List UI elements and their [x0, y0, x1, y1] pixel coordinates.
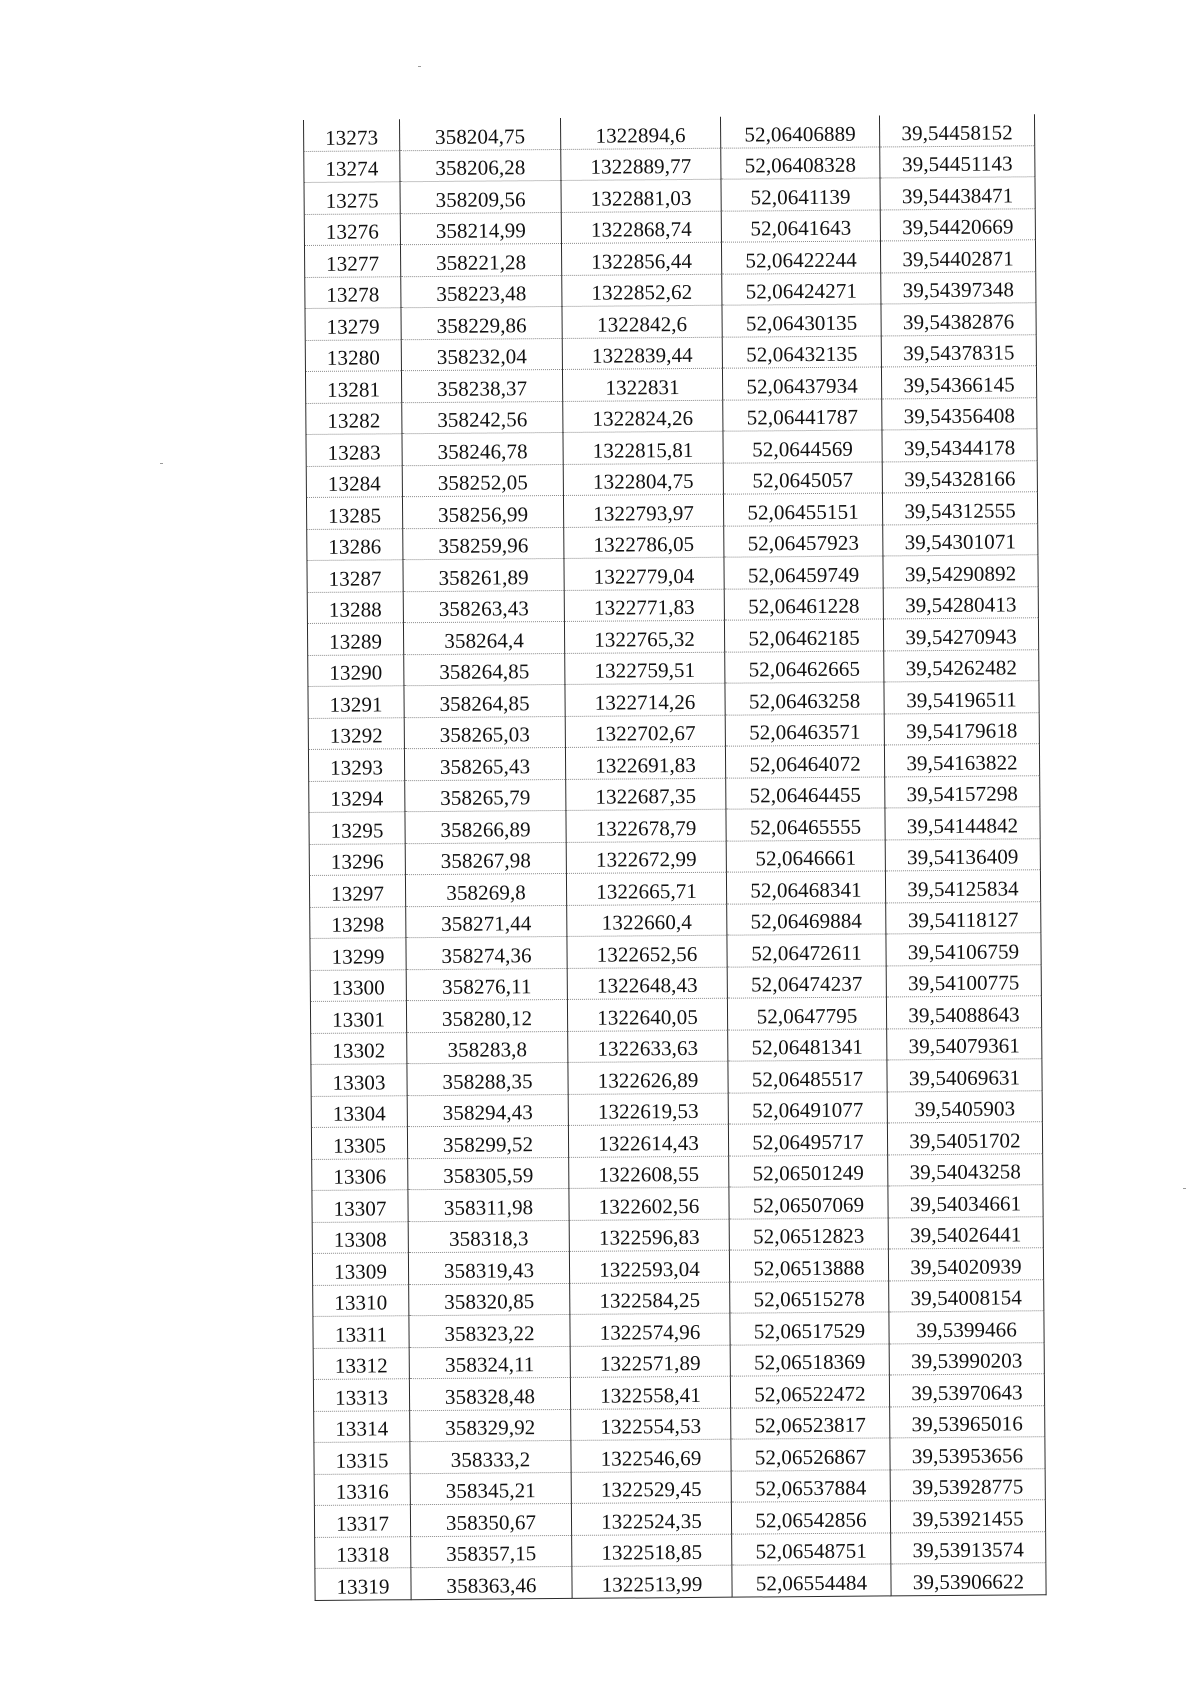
table-row: [312, 1153, 1043, 1190]
table-row: [312, 1248, 1043, 1285]
y-coordinate-cell: 1322868,74: [561, 211, 721, 244]
table-row: [313, 1342, 1044, 1379]
table-row: [310, 996, 1041, 1033]
longitude-cell: 39,54344178: [882, 429, 1037, 462]
point-number-cell: 13293: [308, 749, 404, 781]
x-coordinate-cell: 358267,98: [405, 842, 566, 875]
y-coordinate-cell: 1322665,71: [566, 872, 726, 905]
y-coordinate-cell: 1322678,79: [566, 809, 726, 842]
y-coordinate-cell: 1322852,62: [562, 274, 722, 307]
latitude-cell: 52,0641139: [721, 178, 880, 211]
longitude-cell: 39,54020939: [888, 1248, 1043, 1281]
table-row: [305, 366, 1036, 403]
x-coordinate-cell: 358294,43: [407, 1094, 568, 1127]
point-number-cell: 13300: [310, 969, 406, 1001]
y-coordinate-cell: 1322842,6: [562, 305, 722, 338]
x-coordinate-cell: 358323,22: [409, 1314, 570, 1347]
x-coordinate-cell: 358266,89: [405, 810, 566, 843]
longitude-cell: 39,53928775: [890, 1468, 1045, 1501]
table-row: [307, 523, 1038, 560]
longitude-cell: 39,54026441: [888, 1216, 1043, 1249]
y-coordinate-cell: 1322602,56: [569, 1187, 729, 1220]
point-number-cell: 13276: [304, 213, 400, 245]
y-coordinate-cell: 1322889,77: [561, 148, 721, 181]
y-coordinate-cell: 1322584,25: [570, 1282, 730, 1315]
longitude-cell: 39,54069631: [887, 1059, 1042, 1092]
y-coordinate-cell: 1322691,83: [565, 746, 725, 779]
longitude-cell: 39,53906622: [891, 1563, 1046, 1596]
x-coordinate-cell: 358264,85: [404, 653, 565, 686]
y-coordinate-cell: 1322839,44: [562, 337, 722, 370]
x-coordinate-cell: 358288,35: [407, 1062, 568, 1095]
point-number-cell: 13303: [311, 1064, 407, 1096]
point-number-cell: 13282: [306, 402, 402, 434]
longitude-cell: 39,54270943: [883, 618, 1038, 651]
y-coordinate-cell: 1322815,81: [563, 431, 723, 464]
latitude-cell: 52,06406889: [720, 115, 879, 147]
y-coordinate-cell: 1322619,53: [568, 1093, 728, 1126]
x-coordinate-cell: 358209,56: [400, 180, 561, 213]
x-coordinate-cell: 358259,96: [403, 527, 564, 560]
point-number-cell: 13285: [306, 497, 402, 529]
scan-speck-left: [160, 463, 163, 464]
point-number-cell: 13283: [306, 434, 402, 466]
table-row: [311, 1027, 1042, 1064]
point-number-cell: 13279: [305, 308, 401, 340]
x-coordinate-cell: 358305,59: [408, 1157, 569, 1190]
table-row: [309, 870, 1040, 907]
y-coordinate-cell: 1322804,75: [563, 463, 723, 496]
point-number-cell: 13311: [313, 1316, 409, 1348]
point-number-cell: 13308: [312, 1221, 408, 1253]
y-coordinate-cell: 1322714,26: [565, 683, 725, 716]
point-number-cell: 13305: [311, 1127, 407, 1159]
x-coordinate-cell: 358319,43: [408, 1251, 569, 1284]
x-coordinate-cell: 358363,46: [411, 1566, 572, 1599]
latitude-cell: 52,06517529: [730, 1312, 889, 1345]
x-coordinate-cell: 358265,03: [404, 716, 565, 749]
x-coordinate-cell: 358269,8: [405, 873, 566, 906]
x-coordinate-cell: 358246,78: [402, 432, 563, 465]
point-number-cell: 13296: [309, 843, 405, 875]
longitude-cell: 39,54402871: [880, 240, 1035, 273]
x-coordinate-cell: 358271,44: [406, 905, 567, 938]
y-coordinate-cell: 1322831: [562, 368, 722, 401]
x-coordinate-cell: 358206,28: [400, 149, 561, 182]
x-coordinate-cell: 358265,43: [404, 747, 565, 780]
y-coordinate-cell: 1322672,99: [566, 841, 726, 874]
point-number-cell: 13306: [312, 1158, 408, 1190]
x-coordinate-cell: 358264,85: [404, 684, 565, 717]
x-coordinate-cell: 358320,85: [409, 1283, 570, 1316]
latitude-cell: 52,06464072: [725, 745, 884, 778]
y-coordinate-cell: 1322894,6: [560, 117, 720, 149]
latitude-cell: 52,06522472: [730, 1375, 889, 1408]
x-coordinate-cell: 358283,8: [407, 1031, 568, 1064]
x-coordinate-cell: 358223,48: [401, 275, 562, 308]
y-coordinate-cell: 1322759,51: [565, 652, 725, 685]
table-row: [304, 177, 1035, 214]
table-row: [306, 460, 1037, 497]
point-number-cell: 13317: [314, 1505, 410, 1537]
y-coordinate-cell: 1322626,89: [568, 1061, 728, 1094]
x-coordinate-cell: 358256,99: [402, 495, 563, 528]
point-number-cell: 13280: [305, 339, 401, 371]
x-coordinate-cell: 358264,4: [403, 621, 564, 654]
table-row: [311, 1122, 1042, 1159]
table-row: [307, 618, 1038, 655]
y-coordinate-cell: 1322558,41: [570, 1376, 730, 1409]
longitude-cell: 39,54118127: [886, 901, 1041, 934]
latitude-cell: 52,0645057: [723, 461, 882, 494]
table-row: [312, 1185, 1043, 1222]
longitude-cell: 39,54382876: [881, 303, 1036, 336]
longitude-cell: 39,53953656: [890, 1437, 1045, 1470]
point-number-cell: 13289: [307, 623, 403, 655]
y-coordinate-cell: 1322614,43: [568, 1124, 728, 1157]
x-coordinate-cell: 358328,48: [409, 1377, 570, 1410]
table-row: [313, 1311, 1044, 1348]
longitude-cell: 39,54100775: [886, 964, 1041, 997]
latitude-cell: 52,06513888: [729, 1249, 888, 1282]
latitude-cell: 52,06462665: [725, 650, 884, 683]
x-coordinate-cell: 358265,79: [405, 779, 566, 812]
point-number-cell: 13319: [315, 1568, 411, 1600]
table-row: [310, 933, 1041, 970]
table-row: [309, 775, 1040, 812]
point-number-cell: 13307: [312, 1190, 408, 1222]
x-coordinate-cell: 358276,11: [406, 968, 567, 1001]
longitude-cell: 39,54451143: [880, 145, 1035, 178]
y-coordinate-cell: 1322529,45: [571, 1471, 731, 1504]
point-number-cell: 13292: [308, 717, 404, 749]
longitude-cell: 39,53990203: [889, 1342, 1044, 1375]
table-row: [306, 429, 1037, 466]
point-number-cell: 13315: [314, 1442, 410, 1474]
point-number-cell: 13298: [310, 906, 406, 938]
latitude-cell: 52,06491077: [728, 1091, 887, 1124]
point-number-cell: 13302: [311, 1032, 407, 1064]
longitude-cell: 39,53970643: [889, 1374, 1044, 1407]
longitude-cell: 39,54301071: [883, 523, 1038, 556]
point-number-cell: 13287: [307, 560, 403, 592]
x-coordinate-cell: 358214,99: [400, 212, 561, 245]
y-coordinate-cell: 1322574,96: [570, 1313, 730, 1346]
latitude-cell: 52,06523817: [731, 1406, 890, 1439]
point-number-cell: 13316: [314, 1473, 410, 1505]
y-coordinate-cell: 1322608,55: [569, 1156, 729, 1189]
x-coordinate-cell: 358311,98: [408, 1188, 569, 1221]
point-number-cell: 13318: [315, 1536, 411, 1568]
point-number-cell: 13310: [313, 1284, 409, 1316]
y-coordinate-cell: 1322640,05: [567, 998, 727, 1031]
table-row: [307, 555, 1038, 592]
longitude-cell: 39,54356408: [882, 397, 1037, 430]
x-coordinate-cell: 358261,89: [403, 558, 564, 591]
table-row: [304, 240, 1035, 277]
y-coordinate-cell: 1322596,83: [569, 1219, 729, 1252]
latitude-cell: 52,06432135: [722, 335, 881, 368]
table-row: [306, 397, 1037, 434]
longitude-cell: 39,54043258: [888, 1153, 1043, 1186]
table-row: [308, 712, 1039, 749]
table-row: [314, 1405, 1045, 1442]
y-coordinate-cell: 1322554,53: [571, 1408, 731, 1441]
latitude-cell: 52,06461228: [724, 587, 883, 620]
table-row: [305, 303, 1036, 340]
latitude-cell: 52,06518369: [730, 1343, 889, 1376]
latitude-cell: 52,06463258: [725, 682, 884, 715]
longitude-cell: 39,54163822: [884, 744, 1039, 777]
latitude-cell: 52,06537884: [731, 1469, 890, 1502]
latitude-cell: 52,06457923: [724, 524, 883, 557]
point-number-cell: 13281: [305, 371, 401, 403]
point-number-cell: 13273: [303, 119, 399, 151]
longitude-cell: 39,5405903: [887, 1090, 1042, 1123]
y-coordinate-cell: 1322856,44: [561, 242, 721, 275]
longitude-cell: 39,54312555: [882, 492, 1037, 525]
longitude-cell: 39,54179618: [884, 712, 1039, 745]
table-row: [310, 901, 1041, 938]
point-number-cell: 13288: [307, 591, 403, 623]
y-coordinate-cell: 1322702,67: [565, 715, 725, 748]
latitude-cell: 52,06408328: [721, 146, 880, 179]
longitude-cell: 39,54366145: [881, 366, 1036, 399]
longitude-cell: 39,54136409: [885, 838, 1040, 871]
table-row: [309, 838, 1040, 875]
point-number-cell: 13284: [306, 465, 402, 497]
latitude-cell: 52,0647795: [727, 997, 886, 1030]
point-number-cell: 13277: [304, 245, 400, 277]
longitude-cell: 39,54378315: [881, 334, 1036, 367]
latitude-cell: 52,0646661: [726, 839, 885, 872]
latitude-cell: 52,06465555: [726, 808, 885, 841]
table-row: [304, 145, 1035, 182]
x-coordinate-cell: 358263,43: [403, 590, 564, 623]
point-number-cell: 13304: [311, 1095, 407, 1127]
x-coordinate-cell: 358274,36: [406, 936, 567, 969]
point-number-cell: 13290: [308, 654, 404, 686]
table-row: [309, 807, 1040, 844]
latitude-cell: 52,06459749: [724, 556, 883, 589]
table-row: [313, 1374, 1044, 1411]
y-coordinate-cell: 1322881,03: [561, 179, 721, 212]
latitude-cell: 52,06468341: [726, 871, 885, 904]
longitude-cell: 39,54144842: [885, 807, 1040, 840]
x-coordinate-cell: 358242,56: [402, 401, 563, 434]
longitude-cell: 39,54290892: [883, 555, 1038, 588]
table-row: [315, 1563, 1046, 1600]
longitude-cell: 39,54034661: [888, 1185, 1043, 1218]
longitude-cell: 39,54262482: [884, 649, 1039, 682]
y-coordinate-cell: 1322660,4: [567, 904, 727, 937]
latitude-cell: 52,06554484: [732, 1564, 891, 1597]
latitude-cell: 52,06430135: [722, 304, 881, 337]
table-row: [305, 271, 1036, 308]
point-number-cell: 13299: [310, 938, 406, 970]
longitude-cell: 39,53921455: [890, 1500, 1045, 1533]
longitude-cell: 39,54458152: [879, 114, 1034, 146]
scan-speck-right: [1183, 1188, 1186, 1189]
y-coordinate-cell: 1322793,97: [563, 494, 723, 527]
point-number-cell: 13295: [309, 812, 405, 844]
latitude-cell: 52,06437934: [722, 367, 881, 400]
table-row: [311, 1090, 1042, 1127]
longitude-cell: 39,54088643: [886, 996, 1041, 1029]
longitude-cell: 39,54397348: [881, 271, 1036, 304]
x-coordinate-cell: 358357,15: [411, 1535, 572, 1568]
latitude-cell: 52,06548751: [732, 1532, 891, 1565]
table-row: [304, 208, 1035, 245]
latitude-cell: 52,06485517: [728, 1060, 887, 1093]
latitude-cell: 52,06495717: [728, 1123, 887, 1156]
point-number-cell: 13297: [309, 875, 405, 907]
y-coordinate-cell: 1322771,83: [564, 589, 724, 622]
table-row: [305, 334, 1036, 371]
longitude-cell: 39,53913574: [891, 1531, 1046, 1564]
latitude-cell: 52,06472611: [727, 934, 886, 967]
point-number-cell: 13274: [304, 150, 400, 182]
x-coordinate-cell: 358318,3: [408, 1220, 569, 1253]
point-number-cell: 13286: [307, 528, 403, 560]
longitude-cell: 39,53965016: [890, 1405, 1045, 1438]
y-coordinate-cell: 1322593,04: [569, 1250, 729, 1283]
latitude-cell: 52,06441787: [723, 398, 882, 431]
y-coordinate-cell: 1322824,26: [563, 400, 723, 433]
y-coordinate-cell: 1322786,05: [564, 526, 724, 559]
latitude-cell: 52,06512823: [729, 1217, 888, 1250]
y-coordinate-cell: 1322546,69: [571, 1439, 731, 1472]
latitude-cell: 52,0641643: [721, 209, 880, 242]
x-coordinate-cell: 358204,75: [399, 118, 560, 150]
table-row: [308, 744, 1039, 781]
y-coordinate-cell: 1322524,35: [571, 1502, 731, 1535]
y-coordinate-cell: 1322571,89: [570, 1345, 730, 1378]
x-coordinate-cell: 358333,2: [410, 1440, 571, 1473]
x-coordinate-cell: 358350,67: [410, 1503, 571, 1536]
longitude-cell: 39,54051702: [887, 1122, 1042, 1155]
x-coordinate-cell: 358252,05: [402, 464, 563, 497]
point-number-cell: 13314: [314, 1410, 410, 1442]
y-coordinate-cell: 1322652,56: [567, 935, 727, 968]
latitude-cell: 52,06463571: [725, 713, 884, 746]
scan-speck-top: [418, 66, 421, 67]
x-coordinate-cell: 358329,92: [410, 1409, 571, 1442]
table-row: [306, 492, 1037, 529]
x-coordinate-cell: 358324,11: [409, 1346, 570, 1379]
latitude-cell: 52,06507069: [729, 1186, 888, 1219]
longitude-cell: 39,54196511: [884, 681, 1039, 714]
point-number-cell: 13294: [309, 780, 405, 812]
table-row: [314, 1500, 1045, 1537]
point-number-cell: 13301: [310, 1001, 406, 1033]
point-number-cell: 13313: [313, 1379, 409, 1411]
table-row: [307, 586, 1038, 623]
longitude-cell: 39,54420669: [880, 208, 1035, 241]
point-number-cell: 13275: [304, 182, 400, 214]
point-number-cell: 13278: [305, 276, 401, 308]
x-coordinate-cell: 358299,52: [407, 1125, 568, 1158]
latitude-cell: 52,06464455: [726, 776, 885, 809]
y-coordinate-cell: 1322513,99: [572, 1565, 732, 1598]
table-row: [310, 964, 1041, 1001]
latitude-cell: 52,06515278: [730, 1280, 889, 1313]
latitude-cell: 52,06462185: [724, 619, 883, 652]
latitude-cell: 52,06501249: [729, 1154, 888, 1187]
latitude-cell: 52,06526867: [731, 1438, 890, 1471]
y-coordinate-cell: 1322648,43: [567, 967, 727, 1000]
table-row: [313, 1279, 1044, 1316]
latitude-cell: 52,06424271: [722, 272, 881, 305]
y-coordinate-cell: 1322779,04: [564, 557, 724, 590]
table-row: [314, 1437, 1045, 1474]
y-coordinate-cell: 1322687,35: [566, 778, 726, 811]
coordinates-table-body: [303, 114, 1046, 1600]
x-coordinate-cell: 358345,21: [410, 1472, 571, 1505]
table-row: [308, 649, 1039, 686]
table-row: [311, 1059, 1042, 1096]
point-number-cell: 13312: [313, 1347, 409, 1379]
y-coordinate-cell: 1322633,63: [568, 1030, 728, 1063]
y-coordinate-cell: 1322518,85: [572, 1534, 732, 1567]
table-row: [308, 681, 1039, 718]
latitude-cell: 52,06422244: [721, 241, 880, 274]
latitude-cell: 52,06481341: [728, 1028, 887, 1061]
x-coordinate-cell: 358221,28: [400, 243, 561, 276]
latitude-cell: 52,06542856: [731, 1501, 890, 1534]
point-number-cell: 13291: [308, 686, 404, 718]
longitude-cell: 39,54079361: [887, 1027, 1042, 1060]
table-row: [315, 1531, 1046, 1568]
coordinates-table: [303, 114, 1047, 1600]
longitude-cell: 39,54280413: [883, 586, 1038, 619]
y-coordinate-cell: 1322765,32: [564, 620, 724, 653]
x-coordinate-cell: 358280,12: [406, 999, 567, 1032]
longitude-cell: 39,54328166: [882, 460, 1037, 493]
table-row: [314, 1468, 1045, 1505]
longitude-cell: 39,54157298: [885, 775, 1040, 808]
longitude-cell: 39,54125834: [885, 870, 1040, 903]
x-coordinate-cell: 358238,37: [401, 369, 562, 402]
x-coordinate-cell: 358229,86: [401, 306, 562, 339]
latitude-cell: 52,0644569: [723, 430, 882, 463]
longitude-cell: 39,54008154: [889, 1279, 1044, 1312]
latitude-cell: 52,06469884: [727, 902, 886, 935]
longitude-cell: 39,54438471: [880, 177, 1035, 210]
latitude-cell: 52,06455151: [723, 493, 882, 526]
x-coordinate-cell: 358232,04: [401, 338, 562, 371]
longitude-cell: 39,5399466: [889, 1311, 1044, 1344]
latitude-cell: 52,06474237: [727, 965, 886, 998]
table-row: [312, 1216, 1043, 1253]
point-number-cell: 13309: [312, 1253, 408, 1285]
longitude-cell: 39,54106759: [886, 933, 1041, 966]
table-row: [303, 114, 1034, 151]
